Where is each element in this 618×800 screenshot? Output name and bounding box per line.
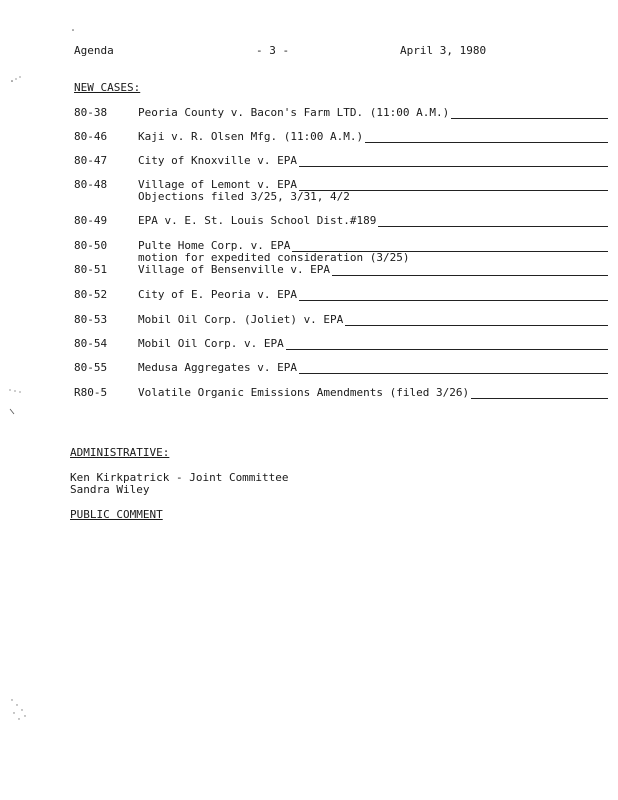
case-number: 80-46 [74, 130, 108, 143]
case-number: 80-48 [74, 178, 108, 191]
case-number: 80-54 [74, 337, 108, 350]
case-title: Village of Bensenville v. EPA [138, 263, 331, 276]
case-number: 80-49 [74, 214, 108, 227]
header-agenda-label: Agenda [74, 44, 114, 57]
case-number: 80-55 [74, 361, 108, 374]
administrative-line: Sandra Wiley [70, 483, 150, 496]
case-number: 80-53 [74, 313, 108, 326]
new-cases-heading: NEW CASES: [74, 81, 141, 94]
case-title: Village of Lemont v. EPA [138, 178, 297, 191]
case-title: Volatile Organic Emissions Amendments (filed 3/26) [138, 386, 470, 399]
case-number: 80-50 [74, 239, 108, 252]
header-page-number: - 3 - [256, 44, 290, 57]
case-number: 80-52 [74, 288, 108, 301]
case-title: Pulte Home Corp. v. EPA [138, 239, 291, 252]
administrative-line: Ken Kirkpatrick - Joint Committee [70, 471, 289, 484]
case-number: R80-5 [74, 386, 108, 399]
case-note: Objections filed 3/25, 3/31, 4/2 [138, 190, 350, 203]
case-title: Peoria County v. Bacon's Farm LTD. (11:00 A.M.) [138, 106, 450, 119]
case-number: 80-51 [74, 263, 108, 276]
case-title: EPA v. E. St. Louis School Dist.#189 [138, 214, 377, 227]
case-title: Mobil Oil Corp. (Joliet) v. EPA [138, 313, 344, 326]
case-title: Mobil Oil Corp. v. EPA [138, 337, 284, 350]
case-title: Kaji v. R. Olsen Mfg. (11:00 A.M.) [138, 130, 364, 143]
case-note: motion for expedited consideration (3/25) [138, 251, 410, 264]
public-comment-heading: PUBLIC COMMENT [70, 508, 163, 521]
case-title: City of Knoxville v. EPA [138, 154, 297, 167]
header-date: April 3, 1980 [400, 44, 487, 57]
case-title: City of E. Peoria v. EPA [138, 288, 297, 301]
administrative-heading: ADMINISTRATIVE: [70, 446, 170, 459]
case-number: 80-47 [74, 154, 108, 167]
case-number: 80-38 [74, 106, 108, 119]
case-title: Medusa Aggregates v. EPA [138, 361, 297, 374]
